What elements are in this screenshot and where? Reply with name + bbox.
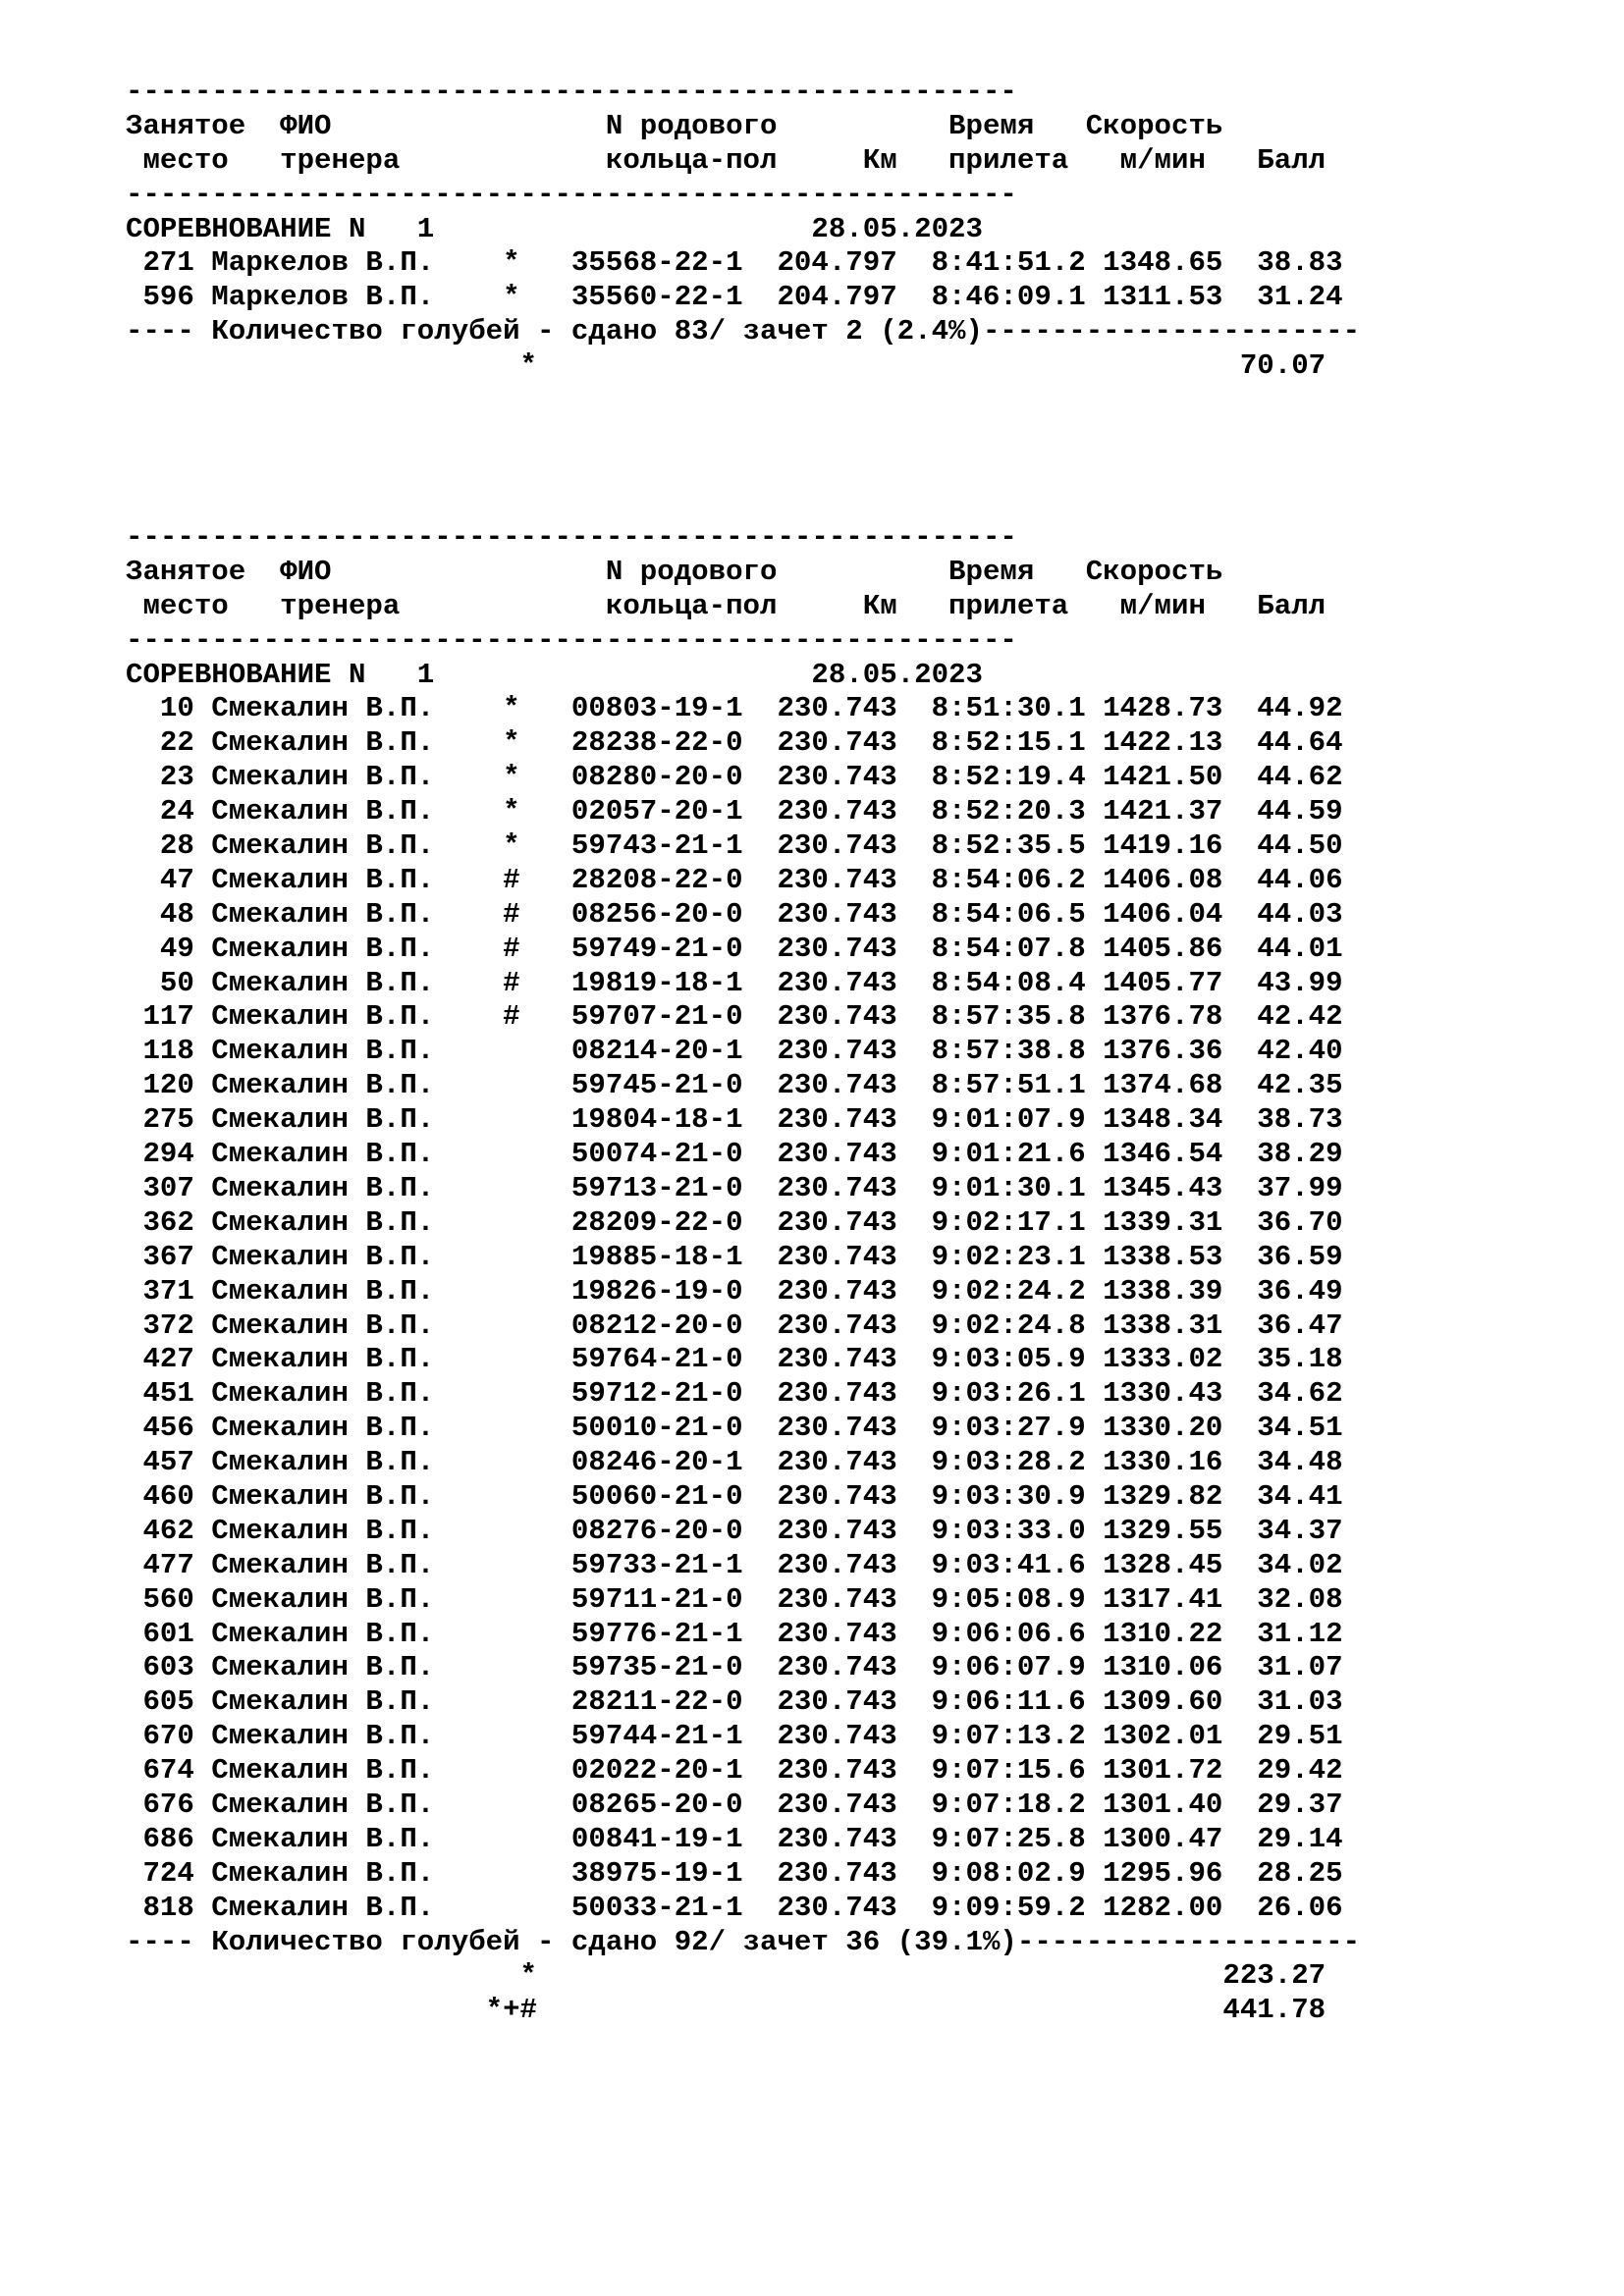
result-row: 367 Смекалин В.П. 19885-18-1 230.743 9:02:23.1 1338.53 36.59 [126, 1240, 1343, 1273]
result-row: 372 Смекалин В.П. 08212-20-0 230.743 9:02:24.8 1338.31 36.47 [126, 1308, 1343, 1342]
total-score-line: * 223.27 [126, 1959, 1326, 1993]
result-row: 362 Смекалин В.П. 28209-22-0 230.743 9:02:17.1 1339.31 36.70 [126, 1205, 1343, 1239]
separator-line: ---------------------------------------------------- [126, 623, 1017, 657]
result-row: 686 Смекалин В.П. 00841-19-1 230.743 9:07:25.8 1300.47 29.14 [126, 1822, 1343, 1855]
result-row: 275 Смекалин В.П. 19804-18-1 230.743 9:01:07.9 1348.34 38.73 [126, 1103, 1343, 1137]
column-header-line-2: место тренера кольца-пол Км прилета м/мин Балл [126, 589, 1326, 622]
result-row: 28 Смекалин В.П. * 59743-21-1 230.743 8:52:35.5 1419.16 44.50 [126, 829, 1343, 863]
result-row: 605 Смекалин В.П. 28211-22-0 230.743 9:06:11.6 1309.60 31.03 [126, 1685, 1343, 1719]
separator-line: ---------------------------------------------------- [126, 76, 1017, 108]
result-row: 120 Смекалин В.П. 59745-21-0 230.743 8:57:51.1 1374.68 42.35 [126, 1069, 1343, 1102]
column-header-line-1: Занятое ФИО N родового Время Скорость [126, 109, 1223, 142]
separator-line: ---------------------------------------------------- [126, 521, 1017, 555]
result-row: 676 Смекалин В.П. 08265-20-0 230.743 9:07:18.2 1301.40 29.37 [126, 1788, 1343, 1821]
report-page [126, 76, 1441, 2028]
result-row: 49 Смекалин В.П. # 59749-21-0 230.743 8:54:07.8 1405.86 44.01 [126, 932, 1343, 965]
summary-line: ---- Количество голубей - сдано 92/ зачет 36 (39.1%)-------------------- [126, 1925, 1361, 1958]
total-score-line: * 70.07 [126, 349, 1326, 383]
result-row: 477 Смекалин В.П. 59733-21-1 230.743 9:03:41.6 1328.45 34.02 [126, 1548, 1343, 1581]
result-row: 456 Смекалин В.П. 50010-21-0 230.743 9:03:27.9 1330.20 34.51 [126, 1412, 1343, 1445]
result-row: 24 Смекалин В.П. * 02057-20-1 230.743 8:52:20.3 1421.37 44.59 [126, 795, 1343, 828]
column-header-line-2: место тренера кольца-пол Км прилета м/мин Балл [126, 143, 1326, 177]
result-row: 294 Смекалин В.П. 50074-21-0 230.743 9:01:21.6 1346.54 38.29 [126, 1138, 1343, 1171]
result-row: 427 Смекалин В.П. 59764-21-0 230.743 9:03:05.9 1333.02 35.18 [126, 1343, 1343, 1376]
result-row: 50 Смекалин В.П. # 19819-18-1 230.743 8:54:08.4 1405.77 43.99 [126, 966, 1343, 999]
result-row: 601 Смекалин В.П. 59776-21-1 230.743 9:06:06.6 1310.22 31.12 [126, 1617, 1343, 1650]
result-row: 674 Смекалин В.П. 02022-20-1 230.743 9:07:15.6 1301.72 29.42 [126, 1754, 1343, 1788]
result-row: 10 Смекалин В.П. * 00803-19-1 230.743 8:51:30.1 1428.73 44.92 [126, 692, 1343, 725]
separator-line: ---------------------------------------------------- [126, 178, 1017, 211]
competition-block-smekalin [126, 521, 1441, 2028]
result-row: 271 Маркелов В.П. * 35568-22-1 204.797 8:41:51.2 1348.65 38.83 [126, 246, 1343, 280]
summary-line: ---- Количество голубей - сдано 83/ зачет 2 (2.4%)---------------------- [126, 315, 1361, 348]
result-row: 307 Смекалин В.П. 59713-21-0 230.743 9:01:30.1 1345.43 37.99 [126, 1171, 1343, 1204]
result-row: 462 Смекалин В.П. 08276-20-0 230.743 9:03:33.0 1329.55 34.37 [126, 1514, 1343, 1547]
competition-block-markelov [126, 76, 1441, 384]
result-row: 560 Смекалин В.П. 59711-21-0 230.743 9:05:08.9 1317.41 32.08 [126, 1582, 1343, 1616]
result-row: 596 Маркелов В.П. * 35560-22-1 204.797 8:46:09.1 1311.53 31.24 [126, 281, 1343, 314]
result-row: 818 Смекалин В.П. 50033-21-1 230.743 9:09:59.2 1282.00 26.06 [126, 1891, 1343, 1924]
result-row: 47 Смекалин В.П. # 28208-22-0 230.743 8:54:06.2 1406.08 44.06 [126, 863, 1343, 896]
result-row: 48 Смекалин В.П. # 08256-20-0 230.743 8:54:06.5 1406.04 44.03 [126, 897, 1343, 931]
result-row: 460 Смекалин В.П. 50060-21-0 230.743 9:03:30.9 1329.82 34.41 [126, 1479, 1343, 1513]
result-row: 371 Смекалин В.П. 19826-19-0 230.743 9:02:24.2 1338.39 36.49 [126, 1274, 1343, 1308]
result-row: 724 Смекалин В.П. 38975-19-1 230.743 9:08:02.9 1295.96 28.25 [126, 1856, 1343, 1890]
column-header-line-1: Занятое ФИО N родового Время Скорость [126, 555, 1223, 588]
total-score-line: *+# 441.78 [126, 1994, 1326, 2027]
competition-title: СОРЕВНОВАНИЕ N 1 28.05.2023 [126, 212, 983, 245]
result-row: 23 Смекалин В.П. * 08280-20-0 230.743 8:52:19.4 1421.50 44.62 [126, 761, 1343, 794]
result-row: 451 Смекалин В.П. 59712-21-0 230.743 9:03:26.1 1330.43 34.62 [126, 1377, 1343, 1411]
result-row: 117 Смекалин В.П. # 59707-21-0 230.743 8:57:35.8 1376.78 42.42 [126, 1000, 1343, 1034]
result-row: 457 Смекалин В.П. 08246-20-1 230.743 9:03:28.2 1330.16 34.48 [126, 1446, 1343, 1479]
competition-title: СОРЕВНОВАНИЕ N 1 28.05.2023 [126, 658, 983, 691]
result-row: 670 Смекалин В.П. 59744-21-1 230.743 9:07:13.2 1302.01 29.51 [126, 1720, 1343, 1753]
result-row: 22 Смекалин В.П. * 28238-22-0 230.743 8:52:15.1 1422.13 44.64 [126, 726, 1343, 760]
result-row: 118 Смекалин В.П. 08214-20-1 230.743 8:57:38.8 1376.36 42.40 [126, 1035, 1343, 1068]
result-row: 603 Смекалин В.П. 59735-21-0 230.743 9:06:07.9 1310.06 31.07 [126, 1651, 1343, 1684]
